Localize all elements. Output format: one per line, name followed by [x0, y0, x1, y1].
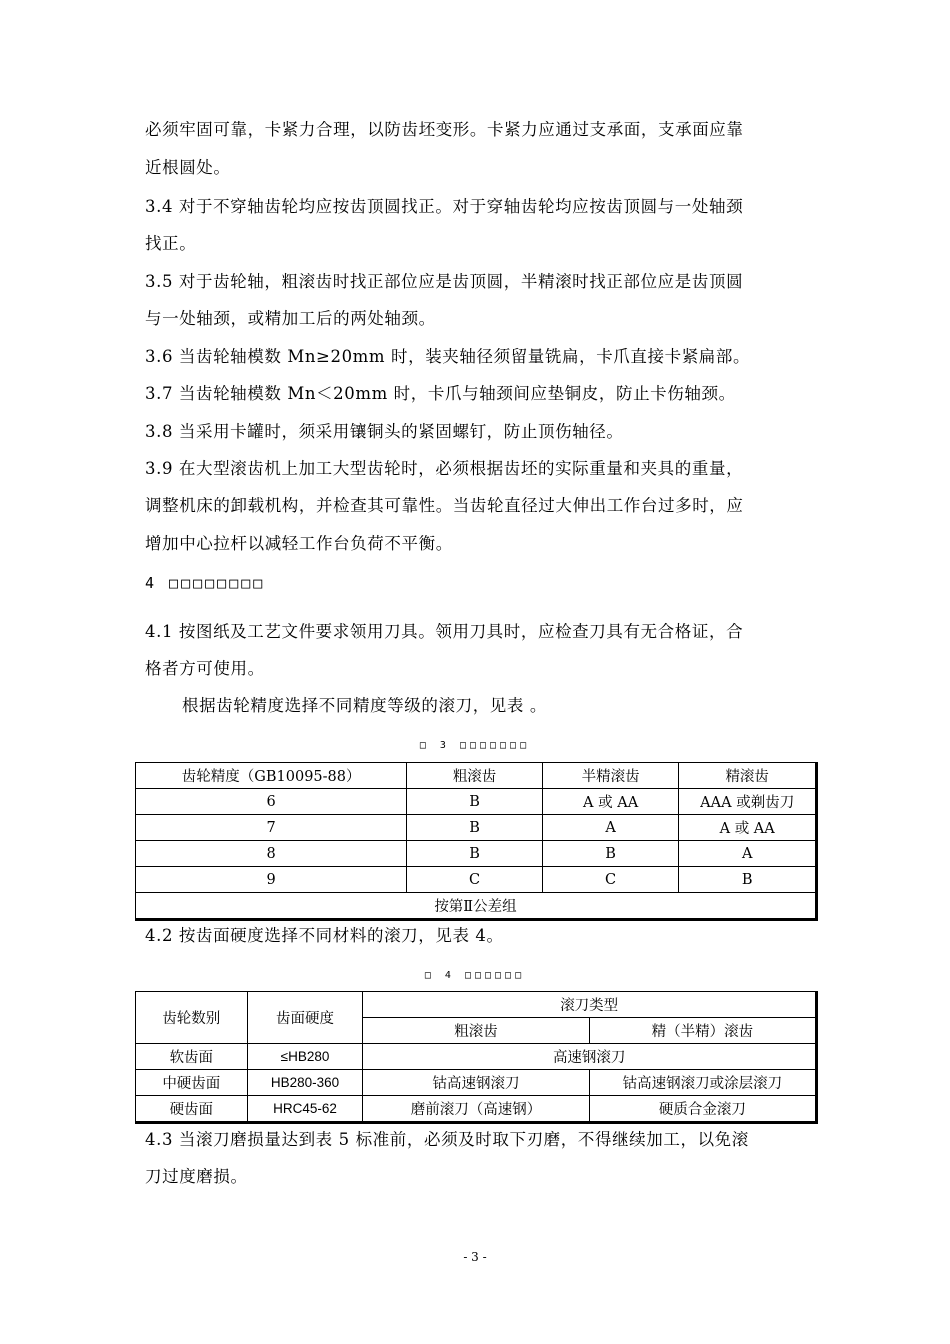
clause-3-4-cont: 找正。: [145, 234, 197, 253]
clause-4-3-cont: 刀过度磨损。: [145, 1167, 248, 1186]
section-heading-4: 4 □□□□□□□□: [145, 574, 266, 592]
table-4: [135, 991, 818, 1124]
table-header-row: [136, 992, 817, 1018]
table-cell: C: [407, 867, 543, 893]
table-cell: AAA 或剃齿刀: [679, 789, 817, 815]
clause-4-1-note: 根据齿轮精度选择不同精度等级的滚刀，见表 。: [182, 696, 547, 715]
clause-4-3: 4.3 当滚刀磨损量达到表 5 标准前，必须及时取下刃磨，不得继续加工，以免滚: [145, 1130, 749, 1149]
clause-3-9-cont: 调整机床的卸载机构，并检查其可靠性。当齿轮直径过大伸出工作台过多时，应: [145, 496, 744, 515]
table-cell: 硬质合金滚刀: [589, 1096, 816, 1123]
table-cell: A: [542, 815, 679, 841]
header-cell: 齿轮精度（GB10095-88）: [136, 763, 407, 789]
clause-3-6: 3.6 当齿轮轴模数 Mn≥20mm 时，装夹轴径须留量铣扁，卡爪直接卡紧扁部。: [145, 347, 751, 366]
table-cell: 8: [136, 841, 407, 867]
clause-3-4: 3.4 对于不穿轴齿轮均应按齿顶圆找正。对于穿轴齿轮均应按齿顶圆与一处轴颈: [145, 197, 744, 216]
paragraph-line: 近根圆处。: [145, 158, 231, 177]
table-3-caption: □ 3 □□□□□□□: [419, 740, 531, 751]
clause-3-7: 3.7 当齿轮轴模数 Mn＜20mm 时，卡爪与轴颈间应垫铜皮，防止卡伤轴颈。: [145, 384, 736, 403]
table-header-row: [136, 763, 817, 789]
table-row: [136, 815, 817, 841]
clause-4-2: 4.2 按齿面硬度选择不同材料的滚刀，见表 4。: [145, 926, 504, 945]
table-cell: A: [679, 841, 817, 867]
table-cell: 7: [136, 815, 407, 841]
table-cell: A 或 AA: [679, 815, 817, 841]
clause-4-1-cont: 格者方可使用。: [145, 659, 265, 678]
table-cell: 高速钢滚刀: [363, 1044, 817, 1070]
clause-3-9-cont: 增加中心拉杆以减轻工作台负荷不平衡。: [145, 534, 453, 553]
clause-3-5: 3.5 对于齿轮轴，粗滚齿时找正部位应是齿顶圆，半精滚时找正部位应是齿顶圆: [145, 272, 744, 291]
table-row: [136, 1044, 817, 1070]
table-cell: 硬齿面: [136, 1096, 248, 1123]
table-cell: ≤HB280: [247, 1044, 363, 1070]
table-cell: 磨前滚刀（高速钢）: [363, 1096, 589, 1123]
header-cell: 滚刀类型: [363, 992, 817, 1018]
table-cell: B: [542, 841, 679, 867]
header-cell: 齿面硬度: [247, 992, 363, 1044]
clause-3-8: 3.8 当采用卡罐时，须采用镶铜头的紧固螺钉，防止顶伤轴径。: [145, 422, 624, 441]
table-note-row: [136, 893, 817, 920]
paragraph-line: 必须牢固可靠，卡紧力合理，以防齿坯变形。卡紧力应通过支承面，支承面应靠: [145, 120, 744, 139]
table-row: [136, 841, 817, 867]
header-cell: 半精滚齿: [542, 763, 679, 789]
table-cell: B: [679, 867, 817, 893]
table-cell: C: [542, 867, 679, 893]
table-4-caption: □ 4 □□□□□□: [424, 970, 526, 981]
header-cell: 齿轮数别: [136, 992, 248, 1044]
table-cell: HRC45-62: [247, 1096, 363, 1123]
header-cell: 粗滚齿: [363, 1018, 589, 1044]
page-number: - 3 -: [463, 1250, 487, 1264]
table-row: [136, 789, 817, 815]
table-cell: B: [407, 789, 543, 815]
table-cell: 6: [136, 789, 407, 815]
header-cell: 精滚齿: [679, 763, 817, 789]
table-row: [136, 867, 817, 893]
table-cell: 软齿面: [136, 1044, 248, 1070]
table-cell: HB280-360: [247, 1070, 363, 1096]
table-row: [136, 1096, 817, 1123]
clause-3-9: 3.9 在大型滚齿机上加工大型齿轮时，必须根据齿坯的实际重量和夹具的重量，: [145, 459, 744, 478]
header-cell: 粗滚齿: [407, 763, 543, 789]
table-cell: 钴高速钢滚刀: [363, 1070, 589, 1096]
table-cell: B: [407, 841, 543, 867]
table-cell: 钴高速钢滚刀或涂层滚刀: [589, 1070, 816, 1096]
clause-4-1: 4.1 按图纸及工艺文件要求领用刀具。领用刀具时，应检查刀具有无合格证，合: [145, 622, 744, 641]
table-cell: 9: [136, 867, 407, 893]
table-3: [135, 762, 818, 921]
table-note: 按第Ⅱ公差组: [136, 893, 817, 920]
table-cell: A 或 AA: [542, 789, 679, 815]
table-row: [136, 1070, 817, 1096]
table-cell: B: [407, 815, 543, 841]
table-cell: 中硬齿面: [136, 1070, 248, 1096]
clause-3-5-cont: 与一处轴颈，或精加工后的两处轴颈。: [145, 309, 436, 328]
header-cell: 精（半精）滚齿: [589, 1018, 816, 1044]
